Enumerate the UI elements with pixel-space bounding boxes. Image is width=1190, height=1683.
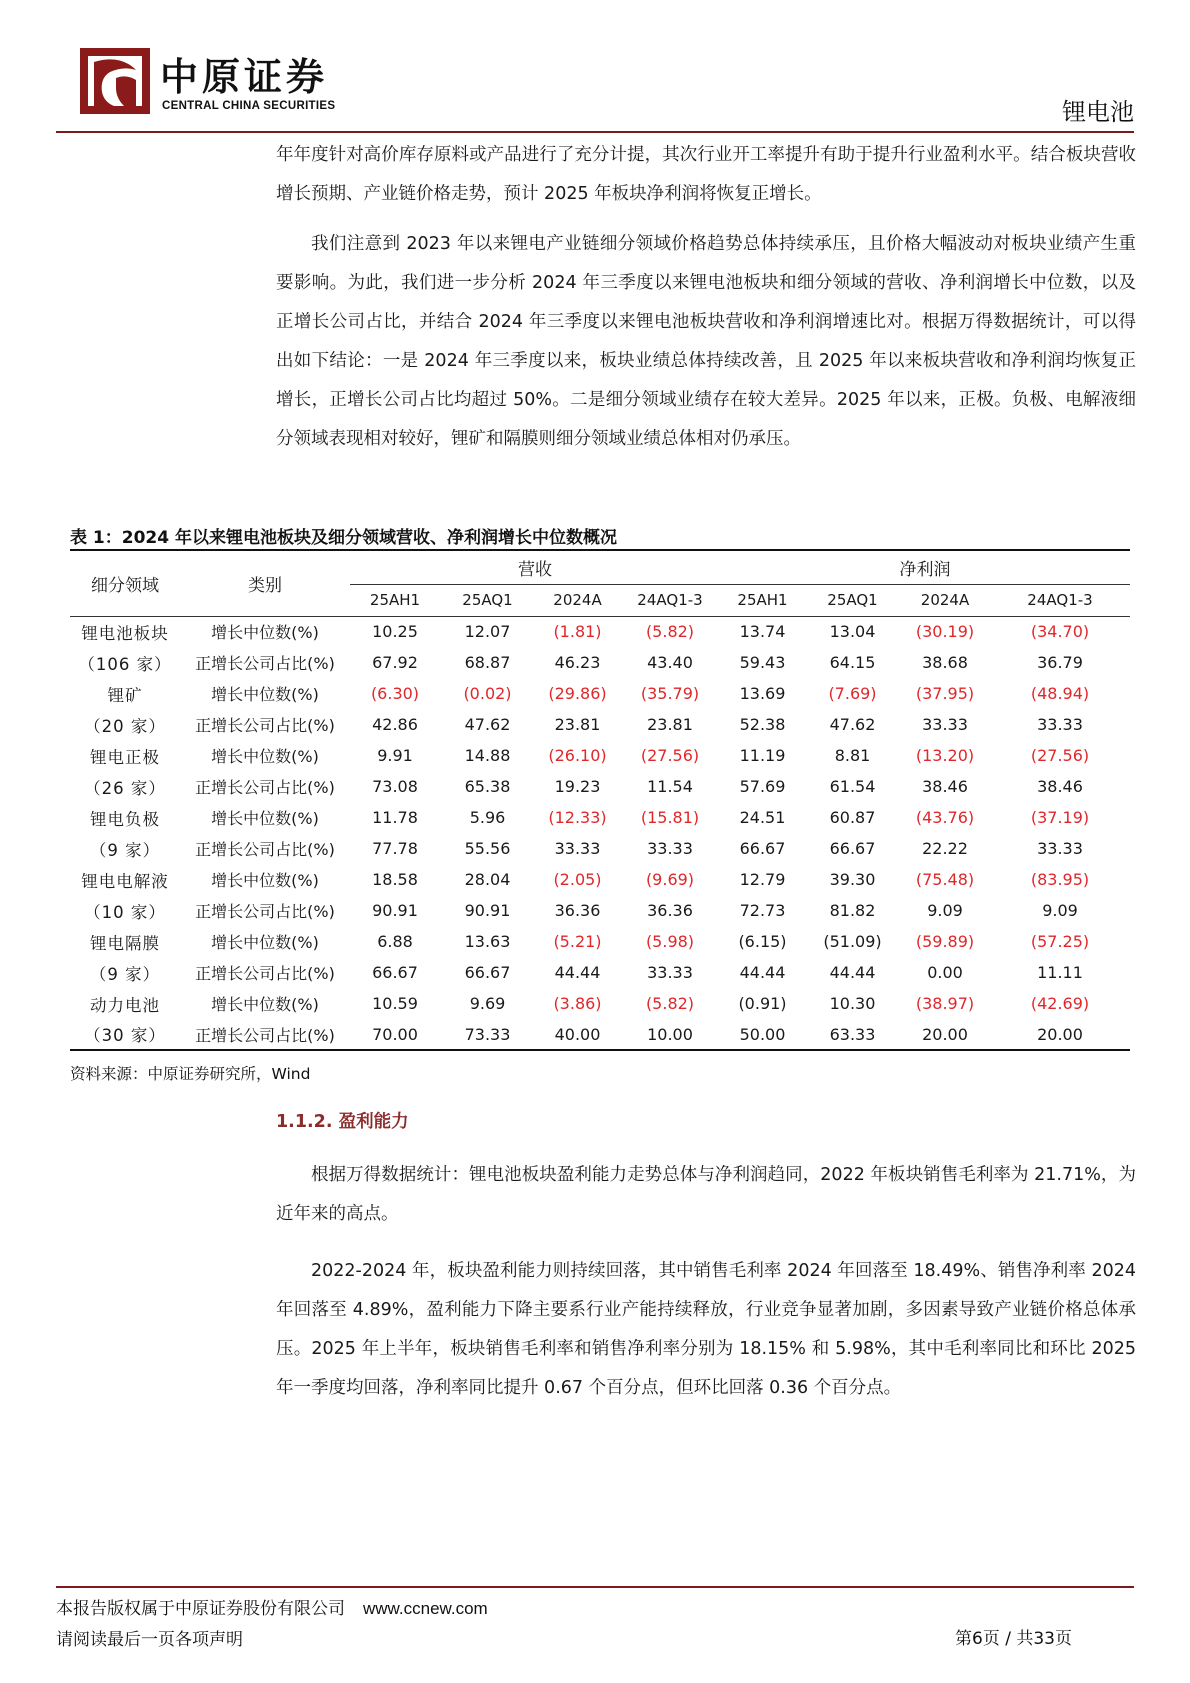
row-category: 增长中位数(%) bbox=[211, 995, 319, 1014]
report-category-tag: 锂电池 bbox=[1062, 98, 1134, 126]
row-category: 正增长公司占比(%) bbox=[195, 902, 335, 921]
table-cell: 11.19 bbox=[739, 746, 786, 765]
table-cell: 14.88 bbox=[464, 746, 511, 765]
table-row bbox=[70, 616, 1130, 647]
growth-median-table bbox=[70, 549, 1130, 1051]
section-heading: 1.1.2. 盈利能力 bbox=[276, 1112, 409, 1132]
table-cell: 43.40 bbox=[647, 653, 693, 672]
paragraph-4: 2022-2024 年，板块盈利能力则持续回落，其中销售毛利率 2024 年回落至 18.49%、销售净利率 2024 年回落至 4.89%，盈利能力下降主要系行业产能持续释放，行业竞争显著加剧，多因素导致产业链价格总体承压。2025 年上半年，板块销售毛利率和销售净利率分别为 18.15% 和 5.98%，其中毛利率同比和环比 2025 年一季度均回落，净利率同比提升 0.67 个百分点，但环比回落 0.36 个百分点。 bbox=[276, 1261, 1136, 1398]
table-cell: (26.10) bbox=[548, 746, 607, 765]
table-cell: 8.81 bbox=[834, 746, 871, 765]
table-cell: 44.44 bbox=[554, 963, 601, 982]
table-row bbox=[70, 771, 1130, 802]
table-cell: (6.30) bbox=[370, 684, 420, 703]
table-cell: 55.56 bbox=[464, 839, 511, 858]
table-cell: 47.62 bbox=[829, 715, 876, 734]
table-cell: 19.23 bbox=[554, 777, 601, 796]
table-row bbox=[70, 895, 1130, 926]
table-cell: (3.86) bbox=[553, 994, 602, 1013]
row-segment: 锂电正极 bbox=[90, 747, 160, 767]
table-cell: 23.81 bbox=[647, 715, 693, 734]
table-cell: 33.33 bbox=[647, 963, 693, 982]
table-cell: (38.97) bbox=[915, 994, 975, 1013]
table-cell: 23.81 bbox=[554, 715, 601, 734]
header-period: 2024A bbox=[535, 584, 620, 616]
table-cell: 10.25 bbox=[372, 622, 418, 642]
table-cell: 65.38 bbox=[464, 777, 511, 796]
table-cell: 57.69 bbox=[739, 777, 786, 796]
table-cell: 33.33 bbox=[922, 715, 968, 734]
table-cell: 66.67 bbox=[739, 839, 786, 858]
company-name-en: CENTRAL CHINA SECURITIES bbox=[162, 100, 336, 112]
table-cell: 64.15 bbox=[829, 653, 876, 672]
table-cell: 38.46 bbox=[1037, 777, 1083, 796]
footer-divider bbox=[56, 1586, 1134, 1588]
table-cell: 9.09 bbox=[927, 901, 963, 920]
table-cell: 20.00 bbox=[990, 1019, 1130, 1050]
data-table-container bbox=[70, 549, 1130, 1051]
table-cell: 73.33 bbox=[440, 1019, 535, 1050]
table-row bbox=[70, 833, 1130, 864]
table-cell: 42.86 bbox=[372, 715, 418, 734]
table-cell: (29.86) bbox=[548, 684, 607, 703]
table-cell: 9.09 bbox=[1042, 901, 1078, 920]
table-cell: 68.87 bbox=[464, 653, 511, 672]
row-segment: （20 家） bbox=[84, 716, 166, 736]
table-cell: (48.94) bbox=[1030, 684, 1090, 703]
table-cell: 90.91 bbox=[372, 901, 418, 920]
table-cell: 11.11 bbox=[1037, 963, 1083, 982]
table-cell: (27.56) bbox=[640, 746, 700, 765]
table-cell: (7.69) bbox=[828, 684, 877, 703]
table-cell: (5.98) bbox=[645, 932, 695, 951]
row-segment: 锂电池板块 bbox=[81, 623, 169, 643]
footer-website-link[interactable]: www.ccnew.com bbox=[363, 1599, 488, 1618]
header-divider bbox=[56, 131, 1134, 133]
table-cell: (42.69) bbox=[1030, 994, 1090, 1013]
table-cell: (35.79) bbox=[640, 684, 700, 703]
table-cell: 59.43 bbox=[739, 653, 786, 672]
header-period: 25AQ1 bbox=[440, 584, 535, 616]
row-category: 增长中位数(%) bbox=[211, 685, 319, 704]
header-segment: 细分领域 bbox=[70, 550, 180, 616]
table-row bbox=[70, 740, 1130, 771]
page-number: 第6页 / 共33页 bbox=[955, 1629, 1072, 1649]
footer-disclaimer: 请阅读最后一页各项声明 bbox=[56, 1630, 243, 1650]
table-cell: (2.05) bbox=[553, 870, 602, 889]
row-category: 正增长公司占比(%) bbox=[180, 1019, 350, 1050]
table-cell: 12.79 bbox=[739, 870, 786, 889]
table-cell: (75.48) bbox=[915, 870, 975, 889]
table-cell: 10.30 bbox=[829, 994, 876, 1013]
row-segment: （26 家） bbox=[84, 778, 166, 798]
header-group-profit: 净利润 bbox=[720, 550, 1130, 584]
table-cell: 13.74 bbox=[739, 622, 786, 642]
header-period: 2024A bbox=[900, 584, 990, 616]
table-cell: (6.15) bbox=[738, 932, 787, 951]
table-cell: 46.23 bbox=[554, 653, 601, 672]
table-cell: 36.36 bbox=[554, 901, 601, 920]
table-cell: 36.36 bbox=[647, 901, 693, 920]
row-segment: （30 家） bbox=[70, 1019, 180, 1050]
table-cell: 11.54 bbox=[647, 777, 693, 796]
table-cell: 33.33 bbox=[647, 839, 693, 858]
table-cell: 33.33 bbox=[1037, 839, 1083, 858]
table-cell: 44.44 bbox=[739, 963, 786, 982]
footer-copyright: 本报告版权属于中原证券股份有限公司 bbox=[56, 1599, 345, 1619]
table-cell: 13.69 bbox=[739, 684, 786, 703]
table-cell: 22.22 bbox=[922, 839, 968, 858]
row-segment: 动力电池 bbox=[90, 995, 160, 1015]
table-cell: 47.62 bbox=[464, 715, 511, 734]
table-cell: (0.91) bbox=[738, 994, 787, 1013]
company-name-cn: 中原证券 bbox=[160, 54, 329, 99]
table-cell: 9.69 bbox=[469, 994, 506, 1013]
table-cell: (5.21) bbox=[553, 932, 602, 951]
table-cell: (34.70) bbox=[1030, 622, 1090, 642]
company-logo-icon bbox=[80, 48, 150, 114]
table-cell: 66.67 bbox=[829, 839, 876, 858]
table-body bbox=[70, 616, 1130, 1050]
header-category: 类别 bbox=[180, 550, 350, 616]
table-cell: 90.91 bbox=[464, 901, 511, 920]
table-cell: (30.19) bbox=[915, 622, 975, 642]
row-category: 正增长公司占比(%) bbox=[195, 778, 335, 797]
row-segment: （9 家） bbox=[89, 964, 161, 984]
table-cell: (57.25) bbox=[1030, 932, 1090, 951]
table-cell: (0.02) bbox=[463, 684, 512, 703]
header-period: 25AH1 bbox=[350, 584, 440, 616]
table-cell: (43.76) bbox=[915, 808, 975, 827]
header-period: 24AQ1-3 bbox=[620, 584, 720, 616]
table-cell: 5.96 bbox=[469, 808, 506, 827]
table-row bbox=[70, 1019, 1130, 1050]
table-cell: 20.00 bbox=[900, 1019, 990, 1050]
table-cell: 81.82 bbox=[829, 901, 876, 920]
table-cell: 39.30 bbox=[829, 870, 876, 889]
table-title: 表 1：2024 年以来锂电池板块及细分领域营收、净利润增长中位数概况 bbox=[70, 528, 617, 548]
table-cell: (27.56) bbox=[1030, 746, 1090, 765]
table-cell: (37.95) bbox=[915, 684, 975, 703]
table-cell: 77.78 bbox=[372, 839, 418, 858]
table-cell: 10.00 bbox=[620, 1019, 720, 1050]
table-row bbox=[70, 709, 1130, 740]
table-cell: (9.69) bbox=[645, 870, 695, 889]
table-cell: 38.46 bbox=[922, 777, 968, 796]
table-cell: 52.38 bbox=[739, 715, 786, 734]
table-cell: (51.09) bbox=[823, 932, 882, 951]
row-segment: 锂矿 bbox=[107, 685, 143, 705]
table-cell: (15.81) bbox=[640, 808, 700, 827]
table-cell: 73.08 bbox=[372, 777, 418, 796]
header-group-revenue: 营收 bbox=[350, 550, 720, 584]
table-cell: (12.33) bbox=[548, 808, 607, 827]
paragraph-3: 根据万得数据统计：锂电池板块盈利能力走势总体与净利润趋同，2022 年板块销售毛利率为 21.71%，为近年来的高点。 bbox=[276, 1165, 1136, 1224]
table-cell: 12.07 bbox=[464, 622, 511, 642]
row-segment: 锂电负极 bbox=[90, 809, 160, 829]
row-category: 正增长公司占比(%) bbox=[195, 716, 335, 735]
table-cell: 70.00 bbox=[350, 1019, 440, 1050]
table-cell: 33.33 bbox=[554, 839, 601, 858]
table-cell: (1.81) bbox=[553, 622, 602, 642]
table-cell: 44.44 bbox=[829, 963, 876, 982]
table-cell: 66.67 bbox=[464, 963, 511, 982]
table-cell: (5.82) bbox=[645, 622, 695, 642]
table-cell: 66.67 bbox=[372, 963, 418, 982]
table-row bbox=[70, 926, 1130, 957]
row-category: 增长中位数(%) bbox=[211, 623, 319, 643]
table-row bbox=[70, 988, 1130, 1019]
table-cell: (83.95) bbox=[1030, 870, 1090, 889]
table-cell: (59.89) bbox=[915, 932, 975, 951]
table-cell: 72.73 bbox=[739, 901, 786, 920]
row-segment: （10 家） bbox=[84, 902, 166, 922]
page-header bbox=[0, 0, 1190, 140]
table-cell: 9.91 bbox=[377, 746, 413, 765]
header-period: 25AH1 bbox=[720, 584, 805, 616]
table-cell: 36.79 bbox=[1037, 653, 1083, 672]
table-cell: 13.04 bbox=[829, 622, 876, 642]
header-period: 24AQ1-3 bbox=[990, 584, 1130, 616]
row-segment: （9 家） bbox=[89, 840, 161, 860]
row-category: 增长中位数(%) bbox=[211, 809, 319, 828]
row-category: 增长中位数(%) bbox=[211, 747, 319, 766]
table-cell: 28.04 bbox=[464, 870, 511, 889]
row-category: 增长中位数(%) bbox=[211, 933, 319, 952]
table-row bbox=[70, 802, 1130, 833]
row-segment: （106 家） bbox=[78, 654, 172, 674]
table-cell: 50.00 bbox=[720, 1019, 805, 1050]
table-row bbox=[70, 678, 1130, 709]
paragraph-1: 年年度针对高价库存原料或产品进行了充分计提，其次行业开工率提升有助于提升行业盈利水平。结合板块营收增长预期、产业链价格走势，预计 2025 年板块净利润将恢复正增长。 bbox=[276, 145, 1136, 204]
table-row bbox=[70, 647, 1130, 678]
row-category: 正增长公司占比(%) bbox=[195, 654, 335, 673]
table-cell: 24.51 bbox=[739, 808, 786, 827]
row-category: 正增长公司占比(%) bbox=[195, 964, 335, 983]
table-cell: 60.87 bbox=[829, 808, 876, 827]
table-cell: 6.88 bbox=[377, 932, 413, 951]
table-cell: (13.20) bbox=[915, 746, 975, 765]
table-source: 资料来源：中原证券研究所，Wind bbox=[70, 1065, 311, 1083]
row-segment: 锂电电解液 bbox=[81, 871, 169, 891]
row-segment: 锂电隔膜 bbox=[90, 933, 160, 953]
table-cell: 38.68 bbox=[922, 653, 968, 672]
row-category: 正增长公司占比(%) bbox=[195, 840, 335, 859]
table-cell: 61.54 bbox=[829, 777, 876, 796]
table-cell: 13.63 bbox=[464, 932, 511, 951]
table-cell: (37.19) bbox=[1030, 808, 1090, 827]
paragraph-2: 我们注意到 2023 年以来锂电产业链细分领域价格趋势总体持续承压，且价格大幅波动对板块业绩产生重要影响。为此，我们进一步分析 2024 年三季度以来锂电池板块和细分领域的营收、净利润增长中位数，以及正增长公司占比，并结合 2024 年三季度以来锂电池板块营收和净利润增速比对。根据万得数据统计，可以得出如下结论：一是 2024 年三季度以来，板块业绩总体持续改善，且 2025 年以来板块营收和净利润均恢复正增长，正增长公司占比均超过 50%。二是细分领域业绩存在较大差异。2025 年以来，正极。负极、电解液细分领域表现相对较好，锂矿和隔膜则细分领域业绩总体相对仍承压。 bbox=[276, 234, 1136, 449]
table-cell: 10.59 bbox=[372, 994, 418, 1013]
table-cell: 0.00 bbox=[927, 963, 963, 982]
table-cell: 40.00 bbox=[535, 1019, 620, 1050]
table-row bbox=[70, 957, 1130, 988]
table-cell: 18.58 bbox=[372, 870, 418, 889]
row-category: 增长中位数(%) bbox=[211, 871, 319, 890]
table-cell: 11.78 bbox=[372, 808, 418, 827]
table-cell: 63.33 bbox=[805, 1019, 900, 1050]
table-cell: 33.33 bbox=[1037, 715, 1083, 734]
table-cell: (5.82) bbox=[645, 994, 695, 1013]
table-cell: 67.92 bbox=[372, 653, 418, 672]
page-footer bbox=[56, 1593, 488, 1656]
table-row bbox=[70, 864, 1130, 895]
header-period: 25AQ1 bbox=[805, 584, 900, 616]
